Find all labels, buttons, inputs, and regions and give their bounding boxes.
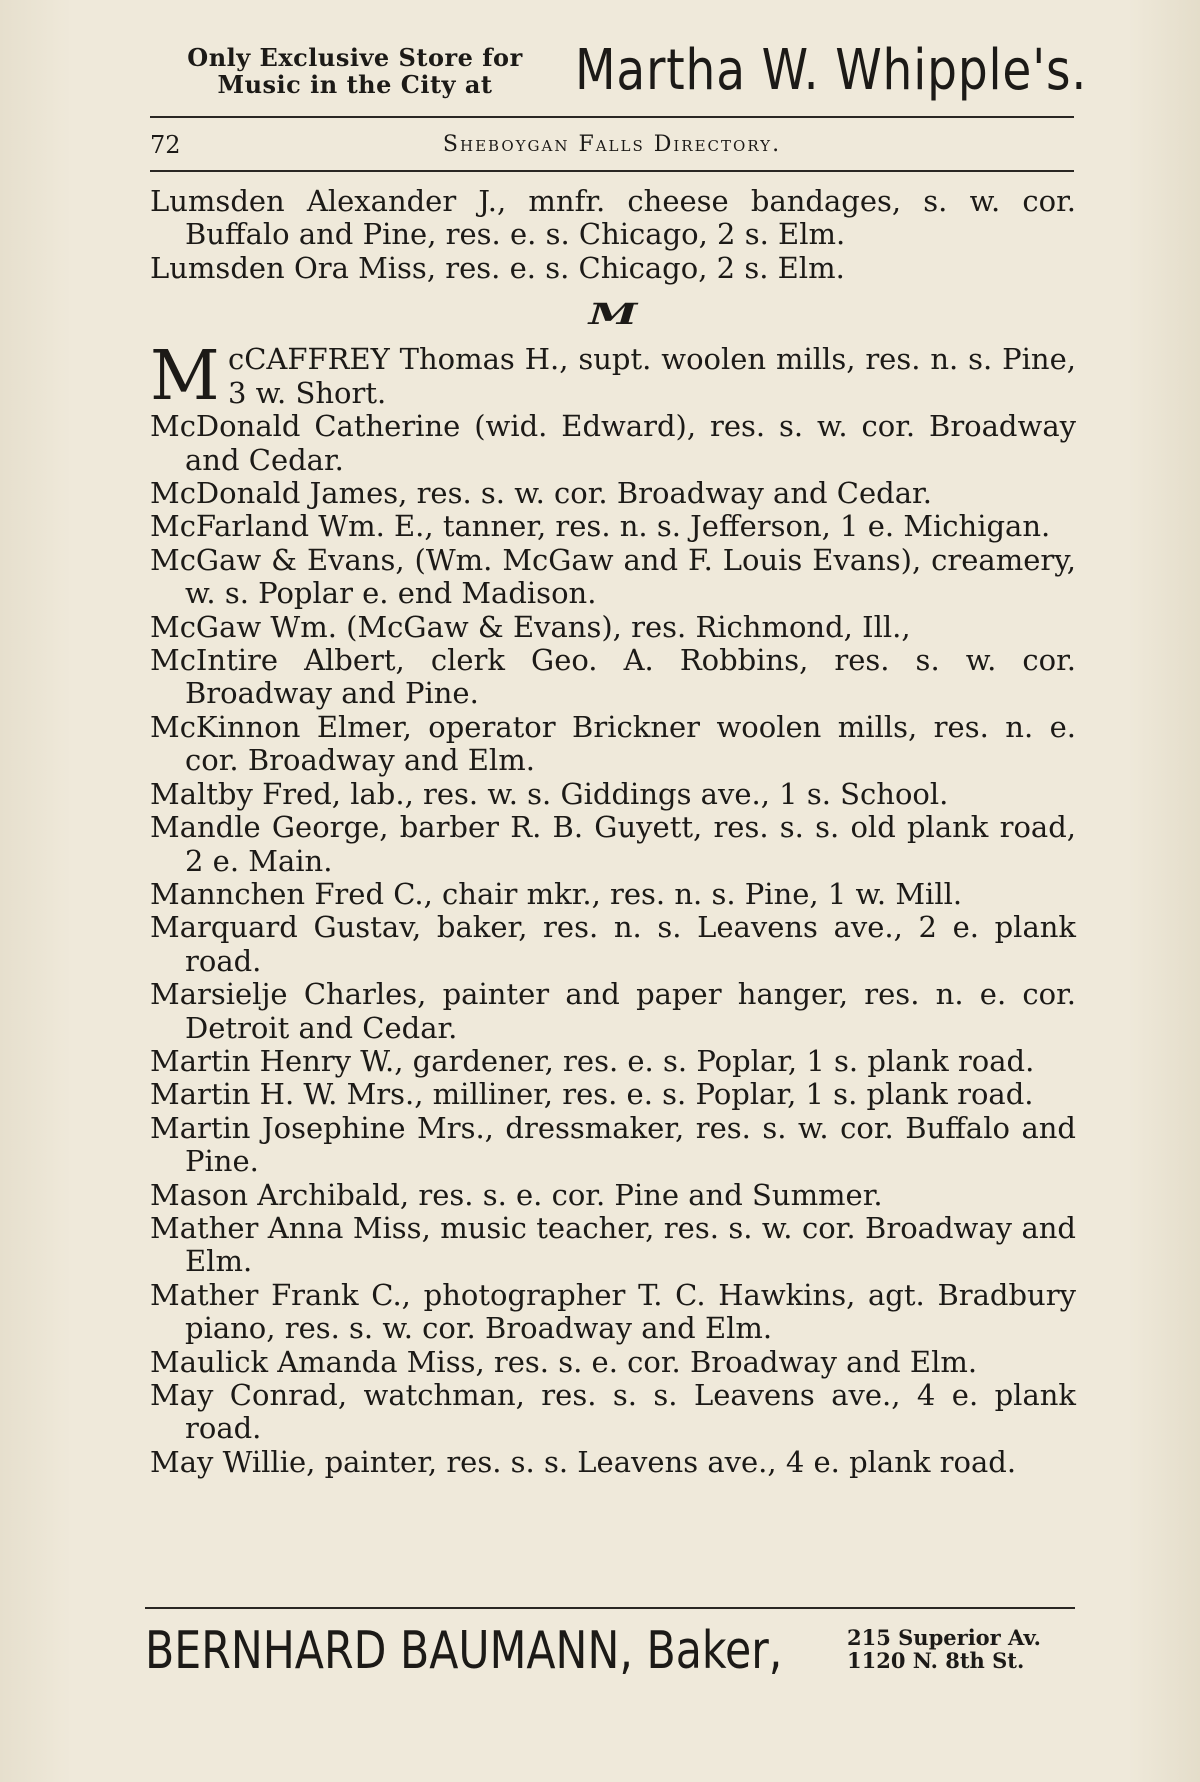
section-letter-heading: M bbox=[588, 298, 638, 332]
list-item: Lumsden Ora Miss, res. e. s. Chicago, 2 s. Elm. bbox=[150, 250, 845, 285]
page-number: 72 bbox=[150, 131, 181, 159]
header-ad-line1: Only Exclusive Store for bbox=[187, 43, 523, 72]
list-item: McGaw Wm. (McGaw & Evans), res. Richmond, Ill., bbox=[150, 609, 911, 644]
header-rule-top bbox=[150, 116, 1074, 118]
header-ad-store-name: Martha W. Whipple's. bbox=[575, 38, 1088, 103]
list-item: Martin Henry W., gardener, res. e. s. Poplar, 1 s. plank road. bbox=[150, 1043, 1035, 1078]
running-head-title: Sheboygan Falls Directory. bbox=[442, 132, 782, 157]
list-item: Marquard Gustav, baker, res. n. s. Leavens ave., 2 e. plank road. bbox=[150, 910, 1076, 978]
header-ad-tagline bbox=[150, 44, 560, 98]
list-item: McDonald Catherine (wid. Edward), res. s. w. cor. Broadway and Cedar. bbox=[150, 409, 1076, 477]
list-item: Maulick Amanda Miss, res. s. e. cor. Broadway and Elm. bbox=[150, 1344, 978, 1379]
list-item: McDonald James, res. s. w. cor. Broadway and Cedar. bbox=[150, 476, 932, 511]
list-item: McKinnon Elmer, operator Brickner woolen mills, res. n. e. cor. Broadway and Elm. bbox=[150, 709, 1076, 778]
list-item: Mather Frank C., photographer T. C. Hawkins, agt. Bradbury piano, res. s. w. cor. Broadway and Elm. bbox=[150, 1277, 1076, 1346]
list-item: Mason Archibald, res. s. e. cor. Pine and Summer. bbox=[150, 1177, 883, 1212]
footer-ad-address-line1: 215 Superior Av. bbox=[847, 1625, 1041, 1650]
footer-advertisement bbox=[145, 1618, 1075, 1688]
list-item: McGaw & Evans, (Wm. McGaw and F. Louis Evans), creamery, w. s. Poplar e. end Madison. bbox=[150, 542, 1076, 611]
list-item: Mannchen Fred C., chair mkr., res. n. s. Pine, 1 w. Mill. bbox=[150, 876, 963, 911]
list-item: McIntire Albert, clerk Geo. A. Robbins, res. s. w. cor. Broadway and Pine. bbox=[150, 643, 1076, 711]
list-item: Mandle George, barber R. B. Guyett, res. s. s. old plank road, 2 e. Main. bbox=[150, 810, 1076, 878]
list-item-dropcap bbox=[150, 337, 1076, 417]
header-ad-line2: Music in the City at bbox=[217, 70, 493, 99]
header-rule-bottom bbox=[150, 170, 1074, 172]
footer-rule bbox=[145, 1607, 1075, 1609]
footer-ad-address bbox=[847, 1626, 1077, 1672]
running-head bbox=[150, 130, 1074, 160]
list-item: Maltby Fred, lab., res. w. s. Giddings ave., 1 s. School. bbox=[150, 776, 949, 811]
header-advertisement bbox=[150, 38, 1088, 108]
list-item: Marsielje Charles, painter and paper hanger, res. n. e. cor. Detroit and Cedar. bbox=[150, 977, 1076, 1045]
list-item: Mather Anna Miss, music teacher, res. s. w. cor. Broadway and Elm. bbox=[150, 1210, 1076, 1279]
footer-ad-business: BERNHARD BAUMANN, Baker, bbox=[145, 1621, 783, 1681]
dropcap-initial: M bbox=[150, 337, 220, 417]
dropcap-entry-text: cCAFFREY Thomas H., supt. woolen mills, res. n. s. Pine, 3 w. Short. bbox=[228, 342, 1076, 410]
list-item: Martin H. W. Mrs., milliner, res. e. s. Poplar, 1 s. plank road. bbox=[150, 1077, 1034, 1112]
list-item: Lumsden Alexander J., mnfr. cheese bandages, s. w. cor. Buffalo and Pine, res. e. s. Chicago, 2 s. Elm. bbox=[150, 184, 1076, 252]
footer-ad-address-line2: 1120 N. 8th St. bbox=[847, 1648, 1025, 1673]
directory-entries bbox=[150, 185, 1076, 1479]
list-item: May Willie, painter, res. s. s. Leavens ave., 4 e. plank road. bbox=[150, 1444, 1017, 1479]
list-item: McFarland Wm. E., tanner, res. n. s. Jefferson, 1 e. Michigan. bbox=[150, 509, 1051, 544]
list-item: Martin Josephine Mrs., dressmaker, res. s. w. cor. Buffalo and Pine. bbox=[150, 1110, 1076, 1179]
list-item: May Conrad, watchman, res. s. s. Leavens ave., 4 e. plank road. bbox=[150, 1378, 1076, 1446]
